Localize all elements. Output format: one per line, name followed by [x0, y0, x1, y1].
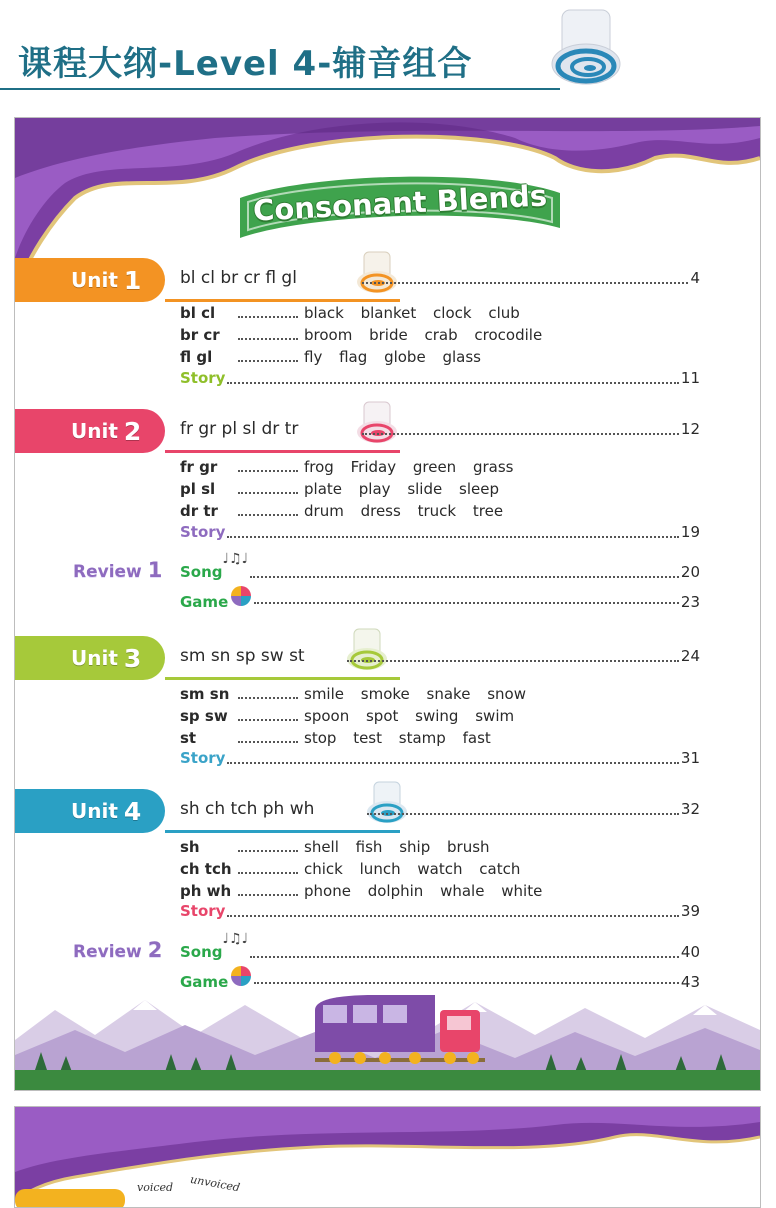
- word: phone: [304, 882, 351, 900]
- word: crab: [424, 326, 458, 344]
- story-label: Story: [180, 369, 226, 387]
- blend-key: st: [180, 729, 197, 747]
- word: test: [353, 729, 382, 747]
- game-label: Game: [180, 973, 229, 991]
- unit-1-page: 4: [690, 269, 700, 287]
- dot-leader: [238, 359, 298, 362]
- song-label: Song: [180, 563, 223, 581]
- word: blanket: [360, 304, 417, 322]
- word: brush: [447, 838, 490, 856]
- dot-leader: [227, 761, 678, 764]
- header-rule: [0, 88, 560, 90]
- review-number: 2: [147, 938, 163, 962]
- word: snake: [426, 685, 471, 703]
- word: stamp: [398, 729, 446, 747]
- word: snow: [487, 685, 527, 703]
- example-words: [300, 326, 542, 344]
- word: grass: [472, 458, 514, 476]
- blend-key: dr tr: [180, 502, 218, 520]
- story-label: Story: [180, 749, 226, 767]
- dot-leader: [238, 469, 298, 472]
- unit-2-underline: [165, 450, 400, 453]
- unit-4-story-row: [180, 902, 700, 920]
- dot-leader: [238, 315, 298, 318]
- word: swing: [415, 707, 459, 725]
- word: smoke: [360, 685, 410, 703]
- word: plate: [304, 480, 342, 498]
- word: watch: [417, 860, 463, 878]
- unit-2-story-row: [180, 523, 700, 541]
- word: Friday: [350, 458, 397, 476]
- song-page: 20: [680, 563, 700, 581]
- dot-leader: [227, 914, 678, 917]
- curtain-header: [15, 1107, 760, 1207]
- next-page-preview: [14, 1106, 761, 1208]
- dot-leader: [347, 659, 679, 662]
- word: flag: [339, 348, 368, 366]
- word: spoon: [304, 707, 350, 725]
- unit-2-heading-row: [180, 419, 700, 439]
- unit-3-tab: [15, 636, 165, 680]
- blend-key: sh: [180, 838, 200, 856]
- dot-leader: [238, 337, 298, 340]
- blend-key: ph wh: [180, 882, 232, 900]
- example-words: [300, 729, 491, 747]
- blend-key: bl cl: [180, 304, 216, 322]
- unit-number: 4: [123, 796, 142, 826]
- dot-leader: [238, 491, 298, 494]
- dot-leader: [227, 381, 678, 384]
- unit-3-story-row: [180, 749, 700, 767]
- unit-1-row-2: [180, 324, 542, 346]
- example-words: [300, 304, 520, 322]
- song-label: Song: [180, 943, 223, 961]
- example-words: [300, 707, 514, 725]
- word: clock: [433, 304, 472, 322]
- story-label: Story: [180, 902, 226, 920]
- unit-1-tab: [15, 258, 165, 302]
- blend-key: br cr: [180, 326, 220, 344]
- unit-label: Unit: [71, 419, 118, 443]
- review-1-song-row: [180, 551, 700, 581]
- unit-4-underline: [165, 830, 400, 833]
- unit-label: Unit: [71, 799, 118, 823]
- unit-3-blends: sm sn sp sw st: [180, 646, 305, 666]
- review-1-label: [73, 558, 162, 582]
- review-word: Review: [73, 562, 142, 582]
- game-page: 23: [680, 593, 700, 611]
- story-page: 19: [680, 523, 700, 541]
- word: stop: [304, 729, 337, 747]
- dot-leader: [238, 718, 298, 721]
- word: crocodile: [474, 326, 543, 344]
- dot-leader: [238, 740, 298, 743]
- unit-number: 2: [123, 416, 142, 446]
- word: tree: [472, 502, 504, 520]
- word: broom: [304, 326, 353, 344]
- review-2-label: [73, 938, 162, 962]
- unit-2-row-3: [180, 500, 503, 522]
- unit-2-tab: [15, 409, 165, 453]
- story-page: 31: [680, 749, 700, 767]
- word: fly: [304, 348, 323, 366]
- word: slide: [407, 480, 443, 498]
- song-page: 40: [680, 943, 700, 961]
- unit-4-blends: sh ch tch ph wh: [180, 799, 315, 819]
- story-page: 11: [680, 369, 700, 387]
- dot-leader: [254, 601, 679, 604]
- unit-label: Unit: [71, 646, 118, 670]
- color-wheel-icon: [230, 585, 252, 607]
- word: frog: [304, 458, 334, 476]
- example-words: [300, 685, 526, 703]
- example-words: [300, 502, 503, 520]
- unit-3-row-1: [180, 683, 526, 705]
- dot-leader: [238, 893, 298, 896]
- word: chick: [304, 860, 343, 878]
- unit-3-underline: [165, 677, 400, 680]
- music-notes-icon: ♩♫♩: [222, 551, 249, 567]
- review-2-song-row: [180, 931, 700, 961]
- dot-leader: [362, 281, 688, 284]
- example-words: [300, 458, 513, 476]
- word: lunch: [359, 860, 401, 878]
- dot-leader: [238, 696, 298, 699]
- unit-number: 1: [123, 265, 142, 295]
- unit-4-row-1: [180, 836, 490, 858]
- paper-roll-icon: [540, 4, 630, 94]
- example-words: [300, 348, 481, 366]
- word: fast: [462, 729, 491, 747]
- example-words: [300, 480, 499, 498]
- word: sleep: [459, 480, 499, 498]
- word: catch: [479, 860, 521, 878]
- dot-leader: [367, 812, 679, 815]
- unit-1-story-row: [180, 369, 700, 387]
- dot-leader: [238, 849, 298, 852]
- word: play: [358, 480, 391, 498]
- music-notes-icon: ♩♫♩: [222, 931, 249, 947]
- banner-title: Consonant Blends: [252, 178, 548, 228]
- unit-1-heading-row: [180, 268, 700, 288]
- unit-2-row-2: [180, 478, 499, 500]
- review-1-game-row: [180, 585, 700, 611]
- game-page: 43: [680, 973, 700, 991]
- unit-2-blends: fr gr pl sl dr tr: [180, 419, 299, 439]
- story-label: Story: [180, 523, 226, 541]
- word: spot: [365, 707, 399, 725]
- game-label: Game: [180, 593, 229, 611]
- unit-4-heading-row: [180, 799, 700, 819]
- blend-key: sm sn: [180, 685, 230, 703]
- blend-key: fr gr: [180, 458, 218, 476]
- word: globe: [384, 348, 426, 366]
- word: bride: [369, 326, 408, 344]
- unit-1-row-1: [180, 302, 520, 324]
- word: shell: [304, 838, 339, 856]
- unit-3-page: 24: [680, 647, 700, 665]
- unit-1-blends: bl cl br cr fl gl: [180, 268, 297, 288]
- unit-1-row-3: [180, 346, 481, 368]
- word: truck: [417, 502, 457, 520]
- unit-3-heading-row: [180, 646, 700, 666]
- unit-label: Unit: [71, 268, 118, 292]
- unit-number: 3: [123, 643, 142, 673]
- blend-key: pl sl: [180, 480, 216, 498]
- word: smile: [304, 685, 344, 703]
- word: ship: [399, 838, 431, 856]
- example-words: [300, 860, 520, 878]
- story-page: 39: [680, 902, 700, 920]
- blend-key: fl gl: [180, 348, 213, 366]
- blend-key: ch tch: [180, 860, 232, 878]
- word: glass: [442, 348, 481, 366]
- page-title: 课程大纲-Level 4-辅音组合: [18, 44, 473, 84]
- word: dress: [360, 502, 401, 520]
- unit-4-row-3: [180, 880, 542, 902]
- dot-leader: [238, 513, 298, 516]
- review-number: 1: [147, 558, 163, 582]
- voiced-label: voiced: [137, 1181, 174, 1194]
- review-word: Review: [73, 942, 142, 962]
- word: dolphin: [367, 882, 424, 900]
- word: black: [304, 304, 344, 322]
- dot-leader: [250, 575, 679, 578]
- page-header: [0, 0, 776, 100]
- unit-2-row-1: [180, 456, 513, 478]
- word: club: [488, 304, 520, 322]
- unit-4-page: 32: [680, 800, 700, 818]
- dot-leader: [250, 955, 679, 958]
- unvoiced-label: unvoiced: [189, 1172, 241, 1195]
- example-words: [300, 838, 490, 856]
- word: green: [412, 458, 457, 476]
- unit-2-page: 12: [680, 420, 700, 438]
- word: white: [501, 882, 543, 900]
- dot-leader: [227, 535, 678, 538]
- unit-3-row-3: [180, 727, 491, 749]
- unit-3-row-2: [180, 705, 514, 727]
- example-words: [300, 882, 542, 900]
- syllabus-page: [14, 117, 761, 1091]
- word: swim: [475, 707, 515, 725]
- blend-key: sp sw: [180, 707, 228, 725]
- word: fish: [355, 838, 383, 856]
- dot-leader: [362, 432, 679, 435]
- word: whale: [440, 882, 485, 900]
- dot-leader: [238, 871, 298, 874]
- word: drum: [304, 502, 344, 520]
- unit-4-tab: [15, 789, 165, 833]
- title-banner: [230, 158, 570, 248]
- unit-4-row-2: [180, 858, 520, 880]
- mountain-landscape: [15, 980, 760, 1090]
